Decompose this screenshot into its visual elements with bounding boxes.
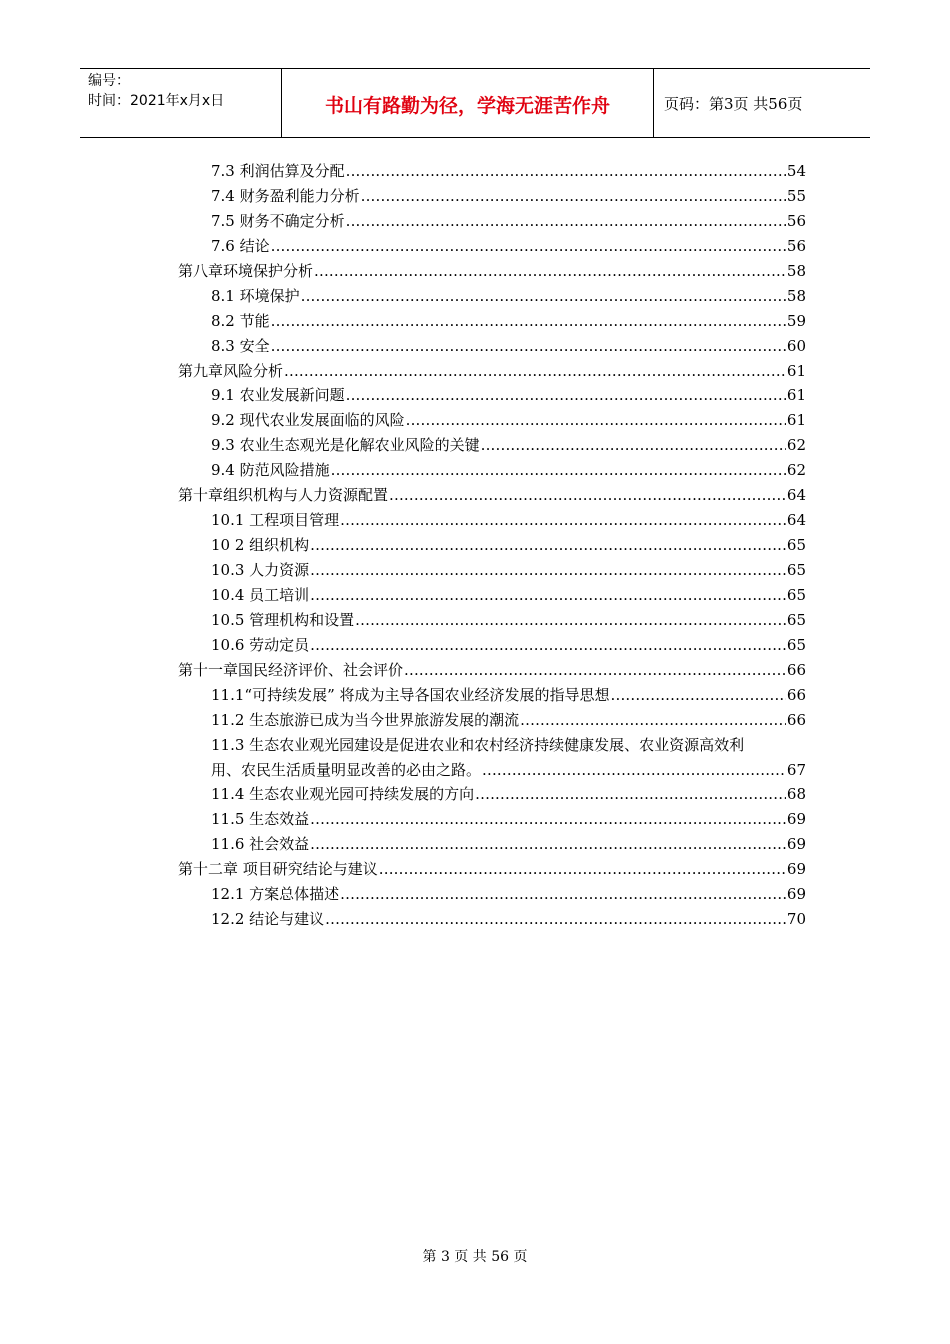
header-meta (80, 69, 281, 137)
toc-entry-page: 62 (786, 436, 806, 455)
toc-entry-title: 12.2 结论与建议 (211, 910, 325, 929)
toc-leader-dots (310, 558, 786, 583)
toc-leader-dots (310, 832, 786, 857)
toc-entry-title: 第九章风险分析 (178, 361, 284, 380)
toc-entry[interactable] (178, 234, 806, 259)
toc-entry-title: 第十二章 项目研究结论与建议 (178, 860, 378, 879)
toc-entry-page: 65 (786, 585, 806, 604)
toc-entry[interactable] (178, 807, 806, 832)
time-label: 时间：2021年x月x日 (88, 93, 225, 109)
page-header (80, 68, 870, 138)
toc-entry-title: 10.6 劳动定员 (211, 635, 310, 654)
toc-leader-dots (325, 907, 786, 932)
toc-entry-page: 66 (786, 685, 806, 704)
toc-entry[interactable] (178, 633, 806, 658)
toc-entry-page: 69 (786, 835, 806, 854)
toc-entry-page: 65 (786, 635, 806, 654)
toc-entry[interactable] (178, 683, 806, 708)
toc-entry[interactable] (178, 159, 806, 184)
toc-entry[interactable] (178, 558, 806, 583)
toc-entry-page: 67 (786, 760, 806, 779)
toc-leader-dots (310, 633, 786, 658)
toc-entry-page: 68 (786, 785, 806, 804)
toc-entry-page: 61 (786, 386, 806, 405)
toc-entry-page: 61 (786, 361, 806, 380)
toc-entry-title: 10.5 管理机构和设置 (211, 610, 355, 629)
toc-leader-dots (361, 184, 786, 209)
toc-entry[interactable] (178, 608, 806, 633)
toc-entry-title: 11.6 社会效益 (211, 835, 310, 854)
toc-entry-page: 59 (786, 311, 806, 330)
toc-entry-title: 11.3 生态农业观光园建设是促进农业和农村经济持续健康发展、农业资源高效利 (211, 735, 745, 754)
toc-entry[interactable] (178, 284, 806, 309)
toc-entry[interactable] (178, 334, 806, 359)
toc-entry[interactable] (178, 882, 806, 907)
toc-leader-dots (404, 658, 786, 683)
toc-entry-page: 69 (786, 860, 806, 879)
toc-entry[interactable] (178, 658, 806, 683)
toc-entry[interactable] (178, 832, 806, 857)
toc-entry[interactable] (178, 857, 806, 882)
toc-entry[interactable] (178, 782, 806, 807)
toc-entry-title: 用、农民生活质量明显改善的必由之路。 (211, 760, 482, 779)
toc-entry[interactable] (178, 907, 806, 932)
toc-entry-page: 61 (786, 411, 806, 430)
toc-entry[interactable] (178, 209, 806, 234)
toc-entry-title: 11.4 生态农业观光园可持续发展的方向 (211, 785, 475, 804)
toc-entry-page: 55 (786, 186, 806, 205)
toc-entry-title: 12.1 方案总体描述 (211, 885, 340, 904)
toc-entry-page: 64 (786, 486, 806, 505)
page-footer: 第 3 页 共 56 页 (422, 1249, 528, 1265)
toc-entry-title: 10 2 组织机构 (211, 536, 310, 555)
toc-leader-dots (271, 334, 786, 359)
toc-entry[interactable] (178, 458, 806, 483)
toc-leader-dots (310, 533, 786, 558)
toc-entry-page: 58 (786, 261, 806, 280)
toc-entry[interactable] (178, 433, 806, 458)
toc-entry-title: 9.4 防范风险措施 (211, 461, 330, 480)
toc-entry-page: 69 (786, 810, 806, 829)
toc-entry-page: 70 (786, 910, 806, 929)
toc-entry-title: 7.6 结论 (211, 236, 270, 255)
toc-leader-dots (389, 483, 786, 508)
toc-entry-page: 56 (786, 211, 806, 230)
toc-entry[interactable] (178, 184, 806, 209)
toc-entry[interactable] (178, 359, 806, 384)
toc-entry-title: 第十一章国民经济评价、社会评价 (178, 660, 404, 679)
toc-entry-page: 65 (786, 561, 806, 579)
header-motto: 书山有路勤为径，学海无涯苦作舟 (324, 95, 610, 117)
toc-entry[interactable] (178, 383, 806, 408)
toc-entry[interactable] (178, 483, 806, 508)
toc-entry-title: 第十章组织机构与人力资源配置 (178, 486, 389, 505)
toc-entry[interactable] (178, 508, 806, 533)
toc-leader-dots (284, 359, 786, 384)
toc-entry-title: 8.1 环境保护 (211, 286, 300, 305)
toc-entry-page: 69 (786, 885, 806, 904)
toc-entry-title: 7.5 财务不确定分析 (211, 211, 345, 230)
toc-entry-page: 60 (786, 336, 806, 355)
toc-entry-page: 65 (786, 536, 806, 555)
toc-leader-dots (314, 259, 786, 284)
toc-entry-page: 56 (786, 236, 806, 255)
number-label: 编号： (88, 73, 130, 89)
toc-entry-title: 9.1 农业发展新问题 (211, 386, 345, 405)
toc-entry-page: 54 (786, 162, 806, 180)
toc-entry-title: 11.1“可持续发展” 将成为主导各国农业经济发展的指导思想 (211, 685, 610, 704)
header-page-label: 页码：第3页 共56页 (664, 95, 803, 113)
toc-leader-dots (346, 159, 786, 184)
toc-leader-dots (346, 209, 786, 234)
toc-leader-dots (301, 284, 786, 309)
toc-leader-dots (475, 782, 786, 807)
toc-leader-dots (520, 708, 786, 733)
toc-entry-title: 11.5 生态效益 (211, 810, 310, 829)
toc-leader-dots (340, 882, 786, 907)
toc-entry[interactable] (178, 758, 806, 783)
toc-entry-title: 8.3 安全 (211, 336, 270, 355)
toc-leader-dots (611, 683, 786, 708)
toc-leader-dots (310, 583, 786, 608)
toc-leader-dots (346, 383, 786, 408)
toc-leader-dots (481, 433, 786, 458)
toc-entry-page: 66 (786, 710, 806, 729)
toc-entry-page: 58 (786, 286, 806, 305)
toc-entry-title: 7.4 财务盈利能力分析 (211, 186, 360, 205)
toc-entry-title: 10.3 人力资源 (211, 561, 310, 579)
toc-entry-title: 9.3 农业生态观光是化解农业风险的关键 (211, 436, 480, 455)
toc-entry-title: 第八章环境保护分析 (178, 261, 314, 280)
toc-entry[interactable] (178, 533, 806, 558)
toc-entry[interactable] (178, 733, 806, 758)
toc-leader-dots (271, 309, 786, 334)
toc-entry-page: 65 (786, 610, 806, 629)
toc-entry-page: 62 (786, 461, 806, 480)
toc-leader-dots (355, 608, 786, 633)
table-of-contents (178, 159, 806, 932)
toc-entry[interactable] (178, 583, 806, 608)
toc-entry-title: 9.2 现代农业发展面临的风险 (211, 411, 405, 430)
toc-entry[interactable] (178, 309, 806, 334)
toc-entry-title: 10.4 员工培训 (211, 585, 310, 604)
toc-entry-title: 11.2 生态旅游已成为当今世界旅游发展的潮流 (211, 710, 520, 729)
toc-entry-title: 8.2 节能 (211, 311, 270, 330)
toc-entry-page: 64 (786, 511, 806, 530)
header-motto-cell (281, 69, 654, 137)
toc-entry[interactable] (178, 408, 806, 433)
toc-entry-title: 7.3 利润估算及分配 (211, 162, 345, 180)
toc-entry-page: 66 (786, 660, 806, 679)
toc-leader-dots (331, 458, 786, 483)
toc-leader-dots (482, 758, 786, 783)
toc-leader-dots (406, 408, 786, 433)
toc-leader-dots (379, 857, 786, 882)
toc-leader-dots (310, 807, 786, 832)
toc-leader-dots (271, 234, 786, 259)
toc-entry[interactable] (178, 259, 806, 284)
toc-entry-title: 10.1 工程项目管理 (211, 511, 340, 530)
toc-entry[interactable] (178, 708, 806, 733)
toc-leader-dots (340, 508, 786, 533)
